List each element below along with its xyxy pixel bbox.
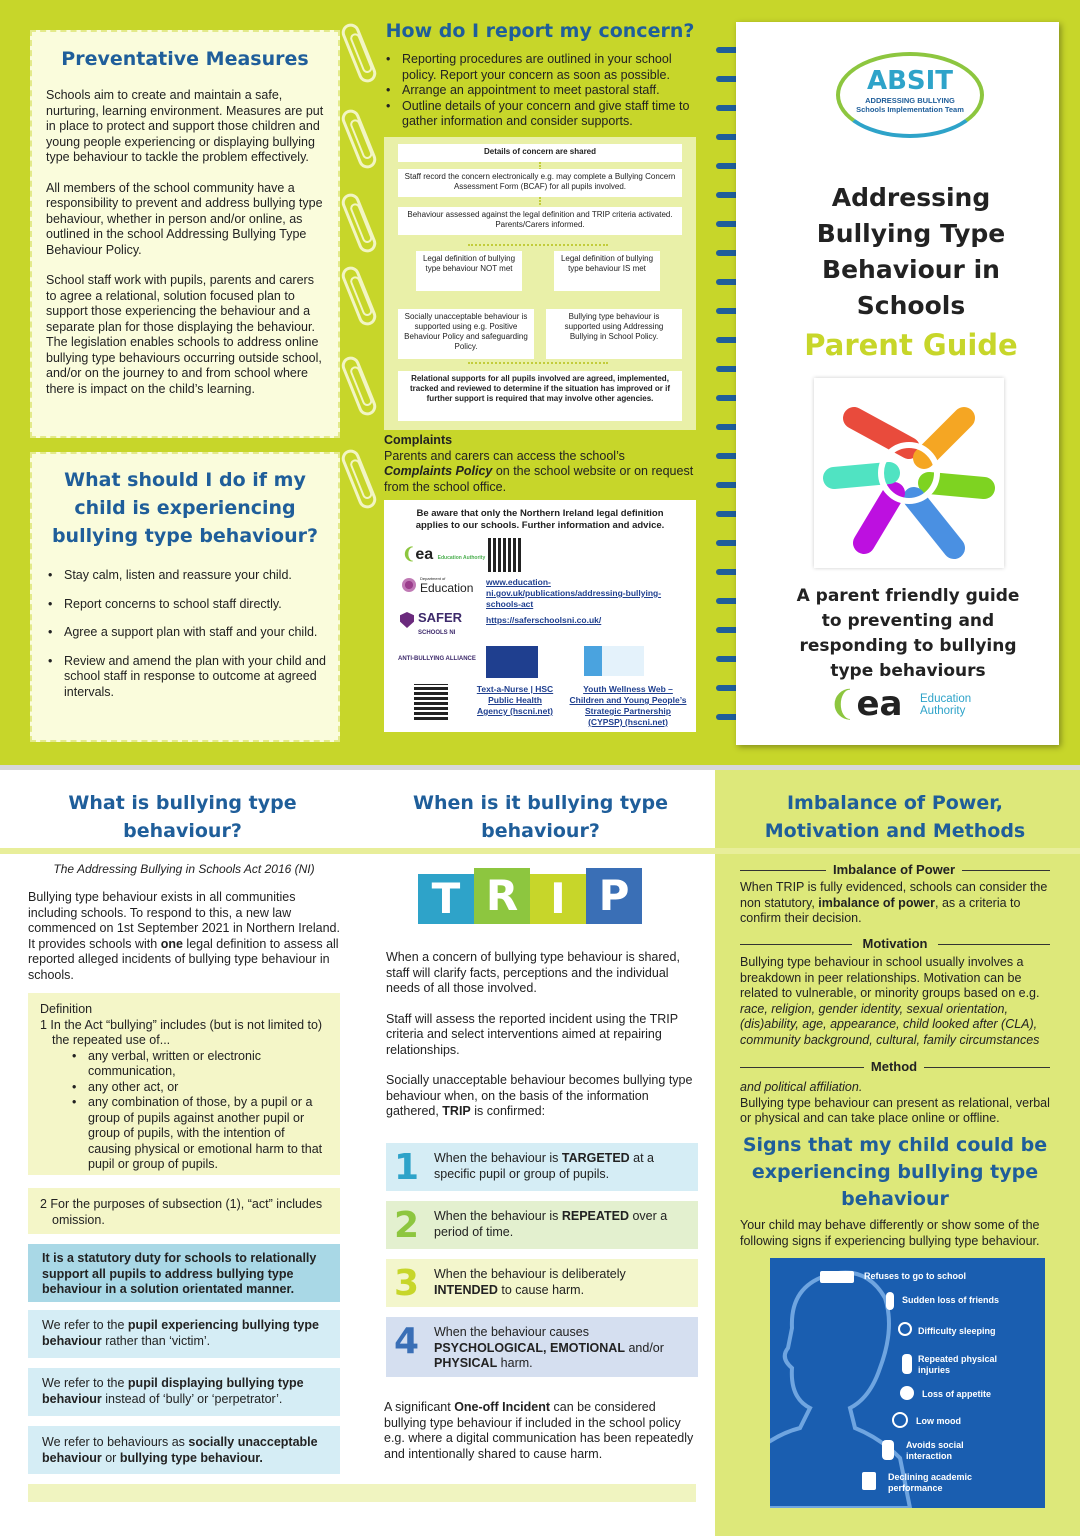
terminology-1: We refer to the pupil experiencing bullying type behaviour rather than ‘victim’. bbox=[28, 1310, 340, 1358]
list-item: • any combination of those, by a pupil or a group of pupils against another pupil or group of pupils, with the intention of causing physical or emotional harm to that pupil or group of pupils. bbox=[70, 1095, 328, 1173]
definition-list bbox=[40, 1049, 328, 1173]
list-item: • any other act, or bbox=[70, 1080, 328, 1096]
education-department-icon bbox=[402, 578, 416, 592]
sign-item: Repeated physical injuries bbox=[918, 1354, 998, 1375]
what-should-i-do-list bbox=[32, 568, 338, 700]
linked-arms-illustration bbox=[814, 378, 1004, 568]
cover-tagline: A parent friendly guide to preventing and responding to bullying type behaviours bbox=[796, 586, 1020, 681]
one-off-incident: A significant One-off Incident can be considered bullying type behaviour if included in the school policy e.g. where a digital communication has been repeatedly and intentionally shared to cause harm. bbox=[384, 1400, 694, 1461]
sign-item: Refuses to go to school bbox=[864, 1271, 967, 1281]
trip-letter-p: P bbox=[586, 868, 642, 924]
preventative-measures-box bbox=[30, 30, 340, 438]
imbalance-power-text: When TRIP is fully evidenced, schools can consider the non statutory, imbalance of power, as a criteria to confirm their decision. bbox=[740, 880, 1048, 925]
imbalance-power-heading: Imbalance of Power bbox=[832, 862, 956, 877]
what-should-i-do-box bbox=[30, 452, 340, 742]
youth-wellness-link[interactable]: Youth Wellness Web – Children and Young People’s Strategic Partnership (CYPSP) (hscni.net) bbox=[569, 684, 687, 727]
motivation-heading: Motivation bbox=[862, 936, 928, 951]
flow-step-record: Staff record the concern electronically e.g. may complete a Bullying Concern Assessment Form (BCAF) for all pupils involved. bbox=[398, 169, 682, 197]
preventative-paragraph-2: All members of the school community have a responsibility to prevent and address bullying type behaviour, whether in person and/or online, as outlined in the school Addressing Bullying Type Behaviour Policy. bbox=[46, 180, 323, 257]
when-is-paragraph-2: Staff will assess the reported incident using the TRIP criteria and select interventions aimed at repairing relationships. bbox=[386, 1011, 678, 1057]
complaints-text: Parents and carers can access the school’s bbox=[384, 448, 625, 463]
complaints-title: Complaints bbox=[384, 433, 453, 447]
safer-link[interactable]: https://saferschoolsni.co.uk/ bbox=[486, 615, 602, 625]
when-is-title: When is it bullying type behaviour? bbox=[413, 792, 668, 842]
what-is-title: What is bullying type behaviour? bbox=[68, 792, 297, 842]
low-mood-icon bbox=[892, 1412, 908, 1428]
qr-code-icon[interactable] bbox=[414, 684, 448, 720]
definition-title: Definition bbox=[40, 1002, 93, 1016]
absit-logo-sub: ADDRESSING BULLYING Schools Implementation Team bbox=[856, 96, 964, 114]
youth-wellness-icon bbox=[584, 646, 644, 676]
list-item: • Review and amend the plan with your child and school staff in response to outcome at agreed intervals. bbox=[46, 654, 326, 701]
trip-criterion-psychological: 4 When the behaviour causes PSYCHOLOGICAL, EMOTIONAL and/or PHYSICAL harm. bbox=[386, 1317, 698, 1377]
injury-icon bbox=[902, 1354, 912, 1374]
trip-letter-i: I bbox=[530, 874, 586, 924]
complaints-text-end: on the school website or on request from the school office. bbox=[384, 464, 694, 494]
when-is-text: When a concern of bullying type behaviour is shared, staff will clarify facts, perceptions and the individual needs of all those involved. Staff will assess the reported incident using the TRIP criteria and select interventions aimed at repairing relationships. Socially unacceptable behaviour becomes bullying type behaviour when, on the basis of the information gathered, TRIP is confirmed: bbox=[386, 950, 698, 1135]
doe-link[interactable]: www.education-ni.gov.uk/publications/addressing-bullying-schools-act bbox=[486, 577, 662, 609]
preventative-title: Preventative Measures bbox=[61, 48, 309, 70]
method-heading: Method bbox=[870, 1059, 918, 1074]
cover-subtitle: Parent Guide bbox=[804, 328, 1018, 362]
sign-item: Sudden loss of friends bbox=[902, 1295, 1000, 1305]
cover-ea-logo: ❨ea bbox=[828, 684, 903, 724]
statutory-duty: It is a statutory duty for schools to relationally support all pupils to address bullying type behaviour in a solution orientated manner. bbox=[42, 1251, 317, 1296]
anti-bullying-alliance-logo: ANTI-BULLYING ALLIANCE bbox=[398, 656, 476, 662]
sign-item: Avoids social interaction bbox=[906, 1440, 964, 1461]
signs-graphic bbox=[770, 1258, 1045, 1508]
apple-icon bbox=[900, 1386, 914, 1400]
definition-1: 1 In the Act “bullying” includes (but is not limited to) the repeated use of... bbox=[40, 1017, 323, 1047]
trip-logo bbox=[418, 868, 644, 930]
text-a-nurse-link[interactable]: Text-a-Nurse | HSC Public Health Agency (hscni.net) bbox=[476, 684, 554, 716]
doe-logo: Education bbox=[420, 581, 474, 595]
flow-step-details-shared: Details of concern are shared bbox=[398, 144, 682, 162]
school-icon bbox=[820, 1271, 854, 1283]
imbalance-title: Imbalance of Power, Motivation and Methods bbox=[764, 792, 1026, 842]
complaints-policy: Complaints Policy bbox=[384, 464, 493, 478]
qr-code-icon[interactable] bbox=[488, 538, 522, 572]
absit-logo-title: ABSIT bbox=[866, 66, 954, 96]
resources-box bbox=[384, 500, 696, 732]
resources-title: Be aware that only the Northern Ireland legal definition applies to our schools. Further information and advice. bbox=[415, 508, 665, 531]
clock-icon bbox=[898, 1322, 912, 1336]
trip-criterion-repeated: 2 When the behaviour is REPEATED over a period of time. bbox=[386, 1201, 698, 1249]
method-text: and political affiliation. Bullying type behaviour can present as relational, verbal or physical and can take place online or offline. bbox=[740, 1080, 1050, 1125]
flow-step-assess: Behaviour assessed against the legal definition and TRIP criteria activated. Parents/Carers informed. bbox=[398, 207, 682, 235]
report-card-icon bbox=[862, 1472, 876, 1490]
terminology-2: We refer to the pupil displaying bullying type behaviour instead of ‘bully’ or ‘perpetrator’. bbox=[28, 1368, 340, 1416]
text-a-nurse-icon bbox=[486, 646, 538, 678]
flow-is-met: Legal definition of bullying type behaviour IS met bbox=[554, 251, 660, 291]
doe-dept: Department of bbox=[420, 576, 446, 581]
cover-title: Addressing Bullying Type Behaviour in Schools bbox=[816, 183, 1006, 320]
cover-panel bbox=[736, 22, 1059, 745]
signs-title: Signs that my child could be experiencing bullying type behaviour bbox=[742, 1134, 1048, 1210]
sign-item: Low mood bbox=[916, 1416, 961, 1426]
definition-2: 2 For the purposes of subsection (1), “act” includes omission. bbox=[40, 1197, 323, 1227]
trip-letter-t: T bbox=[418, 874, 474, 924]
bottom-strip bbox=[28, 1484, 696, 1502]
complaints-section bbox=[384, 433, 696, 495]
list-item: • Reporting procedures are outlined in your school policy. Report your concern as soon as possible. bbox=[384, 52, 696, 83]
person-icon bbox=[886, 1292, 894, 1310]
flow-final: Relational supports for all pupils involved are agreed, implemented, tracked and reviewed to determine if the situation has improved or if further support is required that may involve other agencies. bbox=[398, 371, 682, 421]
terminology-3: We refer to behaviours as socially unacceptable behaviour or bullying type behaviour. bbox=[28, 1426, 340, 1474]
flow-not-met-action: Socially unacceptable behaviour is supported using e.g. Positive Behaviour Policy and safeguarding Policy. bbox=[398, 309, 534, 359]
list-item: • Stay calm, listen and reassure your child. bbox=[46, 568, 326, 584]
flow-is-met-action: Bullying type behaviour is supported using Addressing Bullying in School Policy. bbox=[546, 309, 682, 359]
sign-item: Loss of appetite bbox=[922, 1389, 992, 1399]
shield-icon bbox=[400, 612, 414, 628]
cover-ea-text: Education Authority bbox=[920, 693, 972, 717]
sign-item: Difficulty sleeping bbox=[918, 1326, 996, 1336]
definition-box bbox=[28, 993, 340, 1175]
list-item: • Report concerns to school staff directly. bbox=[46, 597, 326, 613]
preventative-paragraph-3: School staff work with pupils, parents and carers to agree a relational, solution focused plan to support those experiencing the behaviour and a separate plan for those displaying the behaviour. The legislation enables schools to address online bullying type behaviours occurring outside school, and/or on the journey to and from school where there is impact on the child’s learning. bbox=[46, 273, 322, 396]
trip-criterion-intended: 3 When the behaviour is deliberately INTENDED to cause harm. bbox=[386, 1259, 698, 1307]
statutory-duty-box bbox=[28, 1244, 340, 1302]
flow-not-met: Legal definition of bullying type behaviour NOT met bbox=[416, 251, 522, 291]
what-is-intro: Bullying type behaviour exists in all communities including schools. To respond to this, a new law commenced on 1st September 2021 in Northern Ireland. It provides schools with one legal definition to assess all reported alleged incidents of bullying type behaviour in schools. bbox=[28, 890, 340, 982]
report-flowchart bbox=[384, 137, 696, 430]
trip-letter-r: R bbox=[474, 868, 530, 924]
absit-logo bbox=[836, 52, 984, 138]
safer-logo: SAFER SCHOOLS NI bbox=[418, 610, 463, 636]
ea-logo: ❨ea Education Authority bbox=[402, 546, 486, 563]
list-item: • Arrange an appointment to meet pastoral staff. bbox=[384, 83, 696, 99]
when-is-paragraph-1: When a concern of bullying type behaviour is shared, staff will clarify facts, perceptions and the individual needs of all those involved. bbox=[386, 950, 680, 995]
what-should-i-do-title: What should I do if my child is experiencing bullying type behaviour? bbox=[51, 469, 319, 547]
report-list bbox=[384, 52, 696, 130]
list-item: • Agree a support plan with staff and your child. bbox=[46, 625, 326, 641]
report-title: How do I report my concern? bbox=[385, 20, 695, 42]
motivation-text: Bullying type behaviour in school usually involves a breakdown in peer relationships. Motivation can be related to vulnerable, or minority groups based on e.g. race, religion, gender identity, sexual orientation, (dis)ability, age, appearance, child looked after (CLA), community background, cultural, family circumstances bbox=[740, 955, 1040, 1047]
list-item: • any verbal, written or electronic communication, bbox=[70, 1049, 328, 1080]
avoid-icon bbox=[882, 1440, 894, 1460]
trip-criterion-targeted: 1 When the behaviour is TARGETED at a specific pupil or group of pupils. bbox=[386, 1143, 698, 1191]
signs-intro: Your child may behave differently or show some of the following signs if experiencing bullying type behaviour. bbox=[740, 1218, 1040, 1248]
sign-item: Declining academic performance bbox=[888, 1472, 973, 1493]
preventative-paragraph-1: Schools aim to create and maintain a safe, nurturing, learning environment. Measures are put in place to protect and support those children and young people experiencing or displaying bullying type behaviour to tackle the problem effectively. bbox=[46, 88, 324, 164]
list-item: • Outline details of your concern and give staff time to gather information and consider supports. bbox=[384, 99, 696, 130]
definition-2-box bbox=[28, 1188, 340, 1234]
header-underline bbox=[0, 848, 1080, 854]
act-name: The Addressing Bullying in Schools Act 2016 (NI) bbox=[53, 862, 315, 876]
